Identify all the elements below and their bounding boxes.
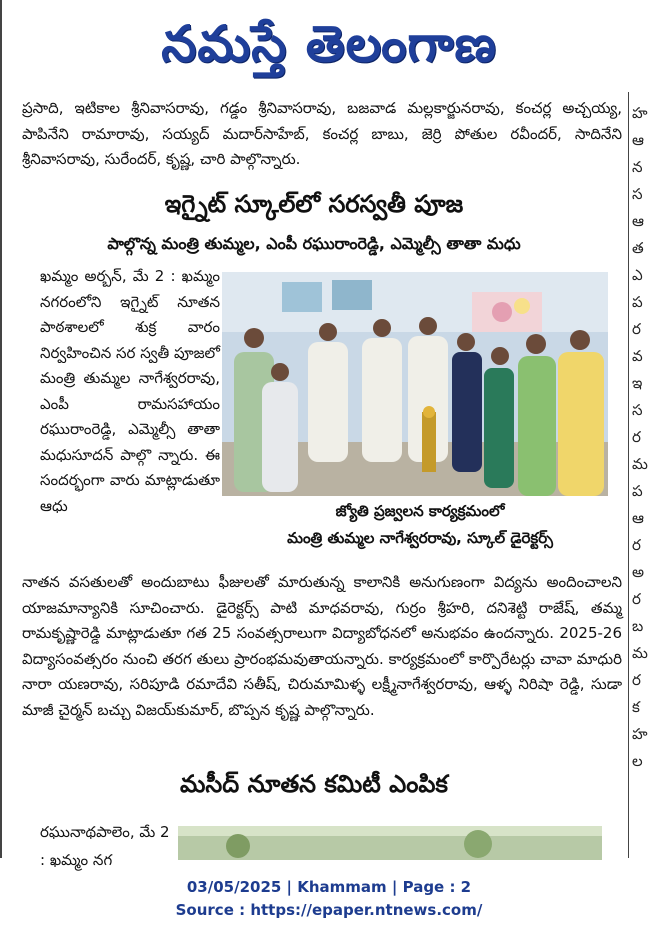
adjacent-column-glyph: ర: [632, 671, 641, 689]
adjacent-column-glyph: మ: [632, 644, 648, 662]
adjacent-column-glyph: మ: [632, 455, 648, 473]
adjacent-column-glyph: స: [632, 185, 643, 203]
adjacent-column-glyph: వ: [632, 347, 643, 365]
adjacent-column-glyph: హ: [632, 725, 648, 743]
story1-body-text: నాతన వసతులతో అందుబాటు ఫీజులతో మారుతున్న కాలానికి అనుగుణంగా విద్యను అందించాలని యాజమాన్యానికి సూచించారు. డైరెక్టర్స్ పాటి మాధవరావు, గుర్రం శ్రీహరి, దనిశెట్టి రాజేష్, తమ్మ రామకృష్ణారెడ్డి మాట్లాడుతూ గత 25 సంవత్సరాలుగా విద్యాబోధనలో అనుభవం ఉందన్నారు. 2025-26 విద్యాసంవత్సరం నుంచి తరగ తులు ప్రారంభమవుతాయన్నారు. కార్యక్రమంలో కార్పొరేటర్లు చావా మాధురి నారా యణరావు, సరిపూడి రమాదేవి సతీష్, చిరుమామిళ్ళ లక్ష్మీనాగేశ్వరరావు, ఆళ్ళ నిరిషా రెడ్డి, సుడా మాజీ చైర్మన్ బచ్చు విజయ్‌కుమార్, బొప్పన కృష్ణ పాల్గొన్నారు.: [22, 573, 622, 719]
caption-line-1: జ్యోతి ప్రజ్వలన కార్యక్రమంలో: [335, 502, 505, 520]
adjacent-column-fragment: [632, 100, 658, 775]
adjacent-column-glyph: త: [632, 239, 644, 257]
adjacent-column-glyph: ల: [632, 752, 643, 770]
masthead-title: నమస్తే తెలంగాణ: [161, 14, 497, 73]
story2-headline: మసీద్ నూతన కమిటీ ఎంపిక: [180, 770, 448, 798]
story1-photo-caption: [240, 498, 600, 552]
left-column-rule: [0, 0, 2, 858]
adjacent-column-glyph: బ: [632, 617, 644, 635]
story1-photo: [222, 272, 608, 496]
adjacent-column-glyph: ఆ: [632, 131, 644, 149]
adjacent-column-glyph: స: [632, 401, 643, 419]
adjacent-column-glyph: అ: [632, 563, 645, 581]
adjacent-column-glyph: క: [632, 698, 640, 716]
adjacent-column-glyph: ఆ: [632, 212, 644, 230]
story2-photo: [178, 826, 602, 860]
adjacent-column-glyph: ప: [632, 293, 643, 311]
adjacent-column-glyph: ప: [632, 482, 643, 500]
adjacent-column-glyph: ర: [632, 320, 641, 338]
top-paragraph: ప్రసాది, ఇటికాల శ్రీనివాసరావు, గడ్డం శ్రీనివాసరావు, బజవాడ మల్లకార్జునరావు, కంచర్ల అచ్చయ్య, పాపినేని రామారావు, సయ్యద్ మదార్‌సాహేబ్, కంచర్ల బాబు, జెర్రి పోతుల రవీందర్, సాదినేని శ్రీనివాసరావు, సురేందర్, కృష్ణ, చారి పాల్గొన్నారు.: [22, 99, 622, 168]
right-column-rule: [628, 92, 629, 858]
adjacent-column-glyph: హ: [632, 104, 648, 122]
adjacent-column-glyph: ర: [632, 428, 641, 446]
adjacent-column-glyph: న: [632, 158, 643, 176]
footer: [0, 876, 658, 922]
footer-date-edition: 03/05/2025 | Khammam | Page : 2: [186, 878, 472, 896]
story2-photo-image: [178, 826, 602, 860]
masthead: [0, 4, 658, 88]
adjacent-column-glyph: ఇ: [632, 374, 643, 392]
story2-column-text: రఘునాథపాలెం, మే 2 : ఖమ్మం నగ: [40, 823, 170, 869]
adjacent-column-glyph: ఎ: [632, 266, 643, 284]
footer-source: Source : https://epaper.ntnews.com/: [175, 901, 483, 919]
story1-column-text: ఖమ్మం అర్బన్, మే 2 : ఖమ్మం నగరంలోని ఇగ్నైట్ నూతన పాఠశాలలో శుక్ర వారం నిర్వహించిన సర స్వతీ పూజలో మంత్రి తుమ్మల నాగేశ్వరరావు, ఎంపీ రామసహాయం రఘురాంరెడ్డి, ఎమ్మెల్సీ తాతా మధుసూదన్ పాల్గొ న్నారు. ఈ సందర్భంగా వారు మాట్లాడుతూ ఆధు: [40, 267, 220, 515]
adjacent-column-glyph: ర: [632, 536, 641, 554]
story1-headline: ఇగ్నైట్ స్కూల్‌లో సరస్వతీ పూజ: [164, 190, 464, 218]
adjacent-column-glyph: ఆ: [632, 509, 644, 527]
adjacent-column-glyph: ర: [632, 590, 641, 608]
story1-subheadline: పాల్గొన్న మంత్రి తుమ్మల, ఎంపీ రఘురాంరెడ్డి, ఎమ్మెల్సీ తాతా మధు: [107, 234, 521, 253]
caption-line-2: మంత్రి తుమ్మల నాగేశ్వరరావు, స్కూల్ డైరెక్టర్స్: [287, 529, 553, 547]
event-photo-image: [222, 272, 608, 496]
